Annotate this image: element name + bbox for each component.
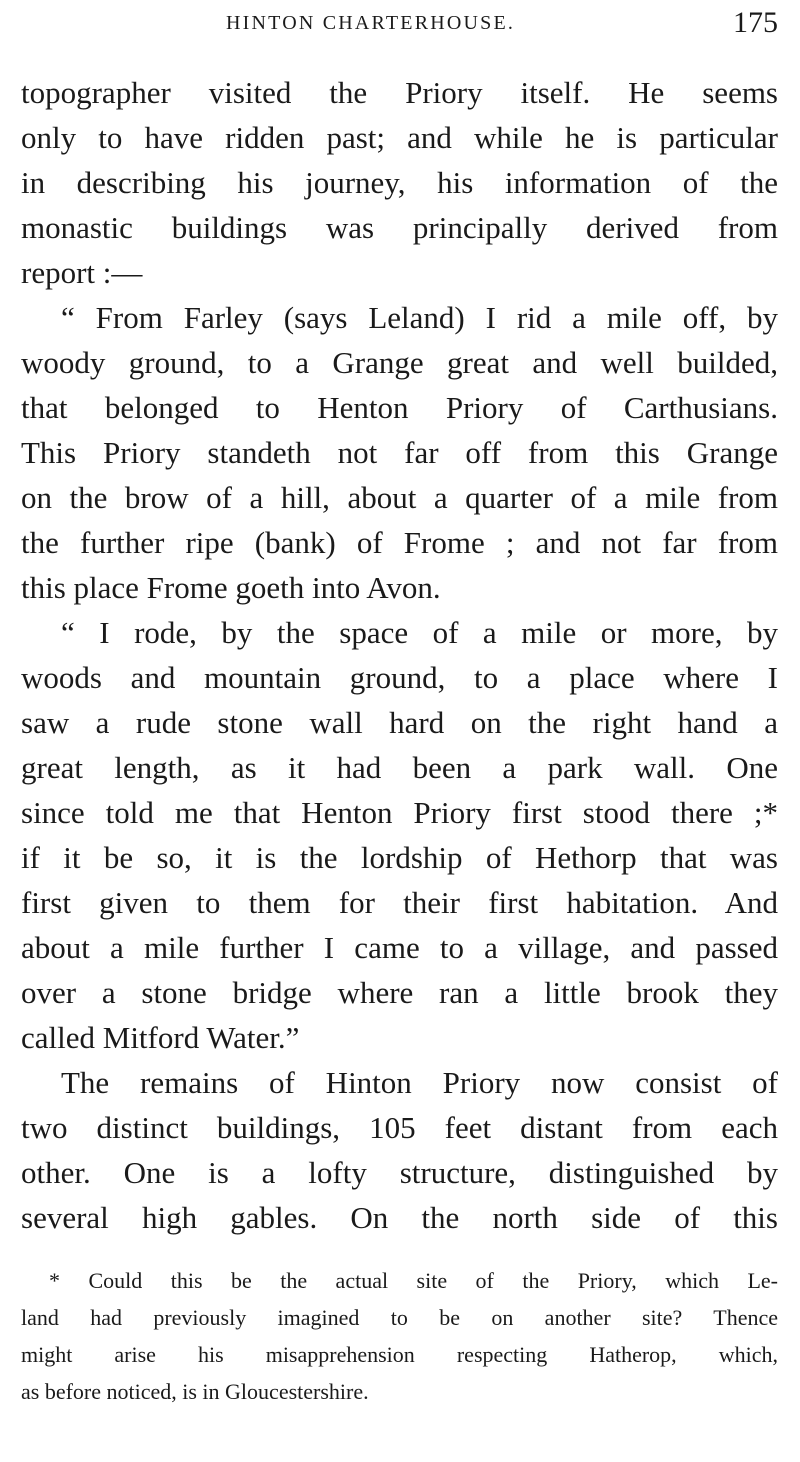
body-line: over a stone bridge where ran a little brook they <box>21 975 778 1010</box>
body-line: on the brow of a hill, about a quarter of a mile from <box>21 480 778 515</box>
body-line: first given to them for their first habitation. And <box>21 885 778 920</box>
body-line: that belonged to Henton Priory of Carthusians. <box>21 390 778 425</box>
footnote-line: as before noticed, is in Gloucestershire. <box>21 1379 369 1404</box>
body-line: in describing his journey, his information of the <box>21 165 778 200</box>
body-line: called Mitford Water.” <box>21 1020 300 1055</box>
body-line: since told me that Henton Priory first stood there ;* <box>21 795 778 830</box>
body-line: the further ripe (bank) of Frome ; and not far from <box>21 525 778 560</box>
page-number: 175 <box>733 6 778 39</box>
body-line: if it be so, it is the lordship of Hethorp that was <box>21 840 778 875</box>
body-line: several high gables. On the north side of this <box>21 1200 778 1235</box>
body-line: this place Frome goeth into Avon. <box>21 570 441 605</box>
body-line: other. One is a lofty structure, distinguished by <box>21 1155 778 1190</box>
body-line: about a mile further I came to a village, and passed <box>21 930 778 965</box>
running-title: HINTON CHARTERHOUSE. <box>226 12 516 34</box>
footnote <box>21 1262 778 1410</box>
body-line: “ I rode, by the space of a mile or more, by <box>61 615 778 650</box>
body-text <box>21 70 778 1240</box>
body-line: woody ground, to a Grange great and well builded, <box>21 345 778 380</box>
body-line: two distinct buildings, 105 feet distant from each <box>21 1110 778 1145</box>
footnote-line: * Could this be the actual site of the Priory, which Le- <box>49 1268 778 1293</box>
body-line: report :— <box>21 255 143 290</box>
running-head <box>0 6 800 42</box>
body-line: great length, as it had been a park wall. One <box>21 750 778 785</box>
body-line: This Priory standeth not far off from this Grange <box>21 435 778 470</box>
body-line: monastic buildings was principally derived from <box>21 210 778 245</box>
body-line: “ From Farley (says Leland) I rid a mile off, by <box>61 300 778 335</box>
footnote-line: land had previously imagined to be on another site? Thence <box>21 1305 778 1330</box>
body-line: woods and mountain ground, to a place where I <box>21 660 778 695</box>
body-line: The remains of Hinton Priory now consist of <box>61 1065 778 1100</box>
body-line: saw a rude stone wall hard on the right hand a <box>21 705 778 740</box>
body-line: topographer visited the Priory itself. He seems <box>21 75 778 110</box>
body-line: only to have ridden past; and while he is particular <box>21 120 778 155</box>
footnote-line: might arise his misapprehension respecting Hatherop, which, <box>21 1342 778 1367</box>
